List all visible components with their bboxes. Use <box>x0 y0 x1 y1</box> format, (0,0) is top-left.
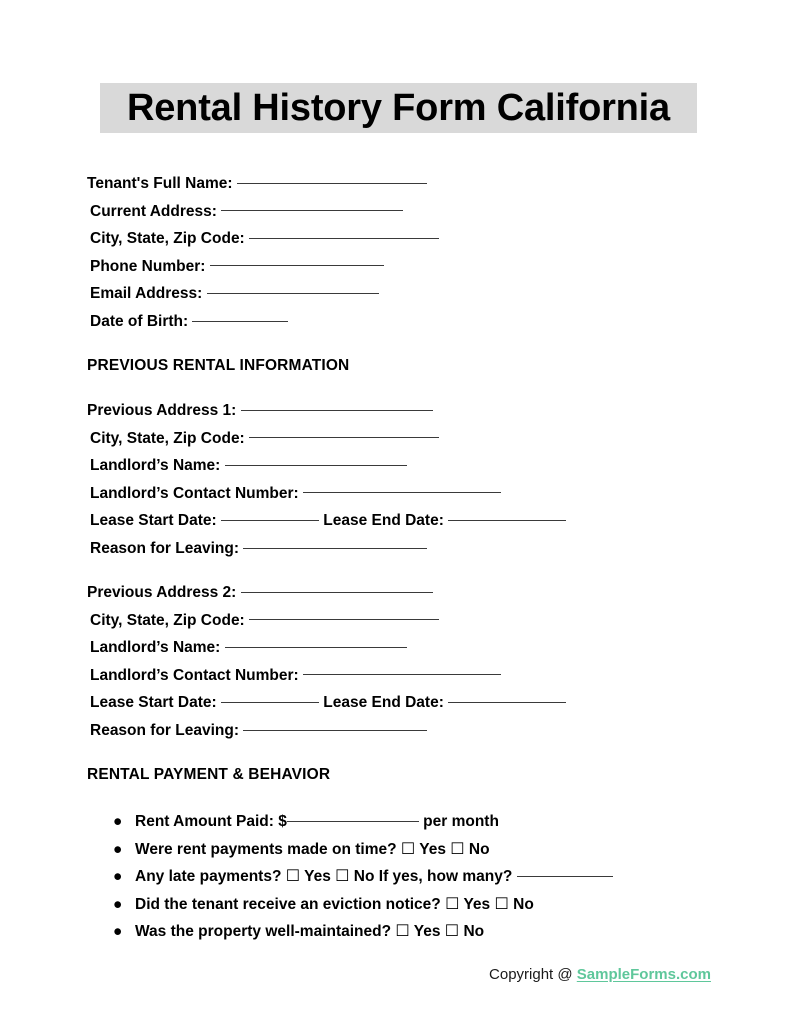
bullet-icon: ● <box>113 840 123 858</box>
page-title: Rental History Form California <box>127 87 670 129</box>
field-label: Current Address: <box>90 202 217 220</box>
checkbox-no[interactable]: ☐ <box>494 895 509 913</box>
checkbox-yes[interactable]: ☐ <box>400 840 416 858</box>
field-label: Landlord’s Name: <box>90 457 221 475</box>
lease-start-date-label: Lease Start Date: <box>90 512 217 530</box>
write-in-line[interactable] <box>249 238 439 239</box>
lease-end-date-line[interactable] <box>448 520 566 521</box>
list-item-label: Any late payments? <box>135 868 286 885</box>
checkbox-yes-label: Yes <box>415 840 451 858</box>
checkbox-yes[interactable]: ☐ <box>395 923 410 940</box>
form-field-row <box>0 198 802 226</box>
field-label: Reason for Leaving: <box>90 539 239 557</box>
list-item <box>0 808 802 836</box>
tenant-information-fields <box>0 170 802 336</box>
checkbox-yes[interactable]: ☐ <box>445 895 460 913</box>
write-in-line[interactable] <box>303 674 501 675</box>
field-label: City, State, Zip Code: <box>90 230 245 248</box>
lease-start-date-line[interactable] <box>221 520 319 521</box>
field-label: Previous Address 2: <box>87 584 237 601</box>
form-field-row <box>0 480 802 508</box>
checkbox-yes[interactable]: ☐ <box>285 868 301 885</box>
write-in-line[interactable] <box>243 548 427 549</box>
write-in-line[interactable] <box>249 437 439 438</box>
field-label: Tenant's Full Name: <box>87 175 233 192</box>
form-field-row <box>0 607 802 635</box>
list-item-suffix: per month <box>418 813 499 830</box>
lease-end-date-label: Lease End Date: <box>323 694 444 712</box>
previous-address-block-2 <box>0 579 802 745</box>
checkbox-yes-label: Yes <box>459 895 495 913</box>
list-item-label: Was the property well-maintained? <box>135 923 396 940</box>
sampleforms-link[interactable]: SampleForms.com <box>576 966 711 983</box>
form-field-row <box>0 280 802 308</box>
lease-end-date-line[interactable] <box>448 702 566 703</box>
form-field-row <box>0 452 802 480</box>
checkbox-yes-label: Yes <box>409 923 445 940</box>
write-in-line[interactable] <box>237 183 427 184</box>
field-label: Landlord’s Contact Number: <box>90 666 299 684</box>
form-field-row <box>0 634 802 662</box>
write-in-line[interactable] <box>221 210 403 211</box>
form-field-row <box>0 397 802 425</box>
list-item-tail: If yes, how many? <box>374 868 517 885</box>
bullet-icon: ● <box>113 868 123 885</box>
list-item <box>0 836 802 864</box>
list-item-label: Did the tenant receive an eviction notice? <box>135 895 446 913</box>
field-label: Email Address: <box>90 285 203 303</box>
field-label: Phone Number: <box>90 257 206 275</box>
list-item-label: Rent Amount Paid: $ <box>135 813 287 830</box>
checkbox-yes-label: Yes <box>300 868 336 885</box>
form-field-row <box>0 308 802 336</box>
lease-start-date-label: Lease Start Date: <box>90 694 217 712</box>
form-field-row <box>0 425 802 453</box>
write-in-line[interactable] <box>241 410 433 411</box>
section-heading-payment-behavior: RENTAL PAYMENT & BEHAVIOR <box>87 766 331 783</box>
write-in-line[interactable] <box>207 293 379 294</box>
field-label: Landlord’s Name: <box>90 639 221 657</box>
lease-start-date-line[interactable] <box>221 702 319 703</box>
form-field-row <box>0 170 802 198</box>
copyright-text: Copyright @ <box>489 966 577 983</box>
form-field-row <box>0 717 802 745</box>
write-in-line[interactable] <box>210 265 384 266</box>
checkbox-no[interactable]: ☐ <box>335 868 350 885</box>
rent-amount-line[interactable] <box>287 821 419 822</box>
list-item-label: Were rent payments made on time? <box>135 840 401 858</box>
bullet-icon: ● <box>113 895 123 913</box>
field-label: Landlord’s Contact Number: <box>90 484 299 502</box>
checkbox-no-label: No <box>459 923 485 940</box>
lease-dates-row <box>0 507 802 535</box>
form-field-row <box>0 662 802 690</box>
field-label: City, State, Zip Code: <box>90 611 245 629</box>
checkbox-no[interactable]: ☐ <box>444 923 460 940</box>
bullet-icon: ● <box>113 923 123 940</box>
late-payments-count-line[interactable] <box>517 876 613 877</box>
previous-address-block-1 <box>0 397 802 563</box>
list-item <box>0 863 802 891</box>
list-item <box>0 918 802 946</box>
write-in-line[interactable] <box>243 730 427 731</box>
write-in-line[interactable] <box>241 592 433 593</box>
write-in-line[interactable] <box>225 647 407 648</box>
field-label: City, State, Zip Code: <box>90 429 245 447</box>
field-label: Reason for Leaving: <box>90 721 239 739</box>
write-in-line[interactable] <box>192 321 288 322</box>
bullet-icon: ● <box>113 813 123 830</box>
field-label: Previous Address 1: <box>87 402 237 419</box>
form-field-row <box>0 225 802 253</box>
footer-copyright <box>0 966 802 983</box>
lease-end-date-label: Lease End Date: <box>323 512 444 530</box>
checkbox-no-label: No <box>349 868 375 885</box>
checkbox-no[interactable]: ☐ <box>450 840 465 858</box>
form-field-row <box>0 535 802 563</box>
write-in-line[interactable] <box>249 619 439 620</box>
write-in-line[interactable] <box>303 492 501 493</box>
section-heading-previous-rental: PREVIOUS RENTAL INFORMATION <box>87 357 350 374</box>
lease-dates-row <box>0 689 802 717</box>
list-item <box>0 891 802 919</box>
payment-behavior-list <box>0 808 802 946</box>
field-label: Date of Birth: <box>90 312 189 330</box>
form-field-row <box>0 253 802 281</box>
form-field-row <box>0 579 802 607</box>
write-in-line[interactable] <box>225 465 407 466</box>
checkbox-no-label: No <box>464 840 490 858</box>
document-title-band <box>100 83 697 133</box>
checkbox-no-label: No <box>508 895 534 913</box>
